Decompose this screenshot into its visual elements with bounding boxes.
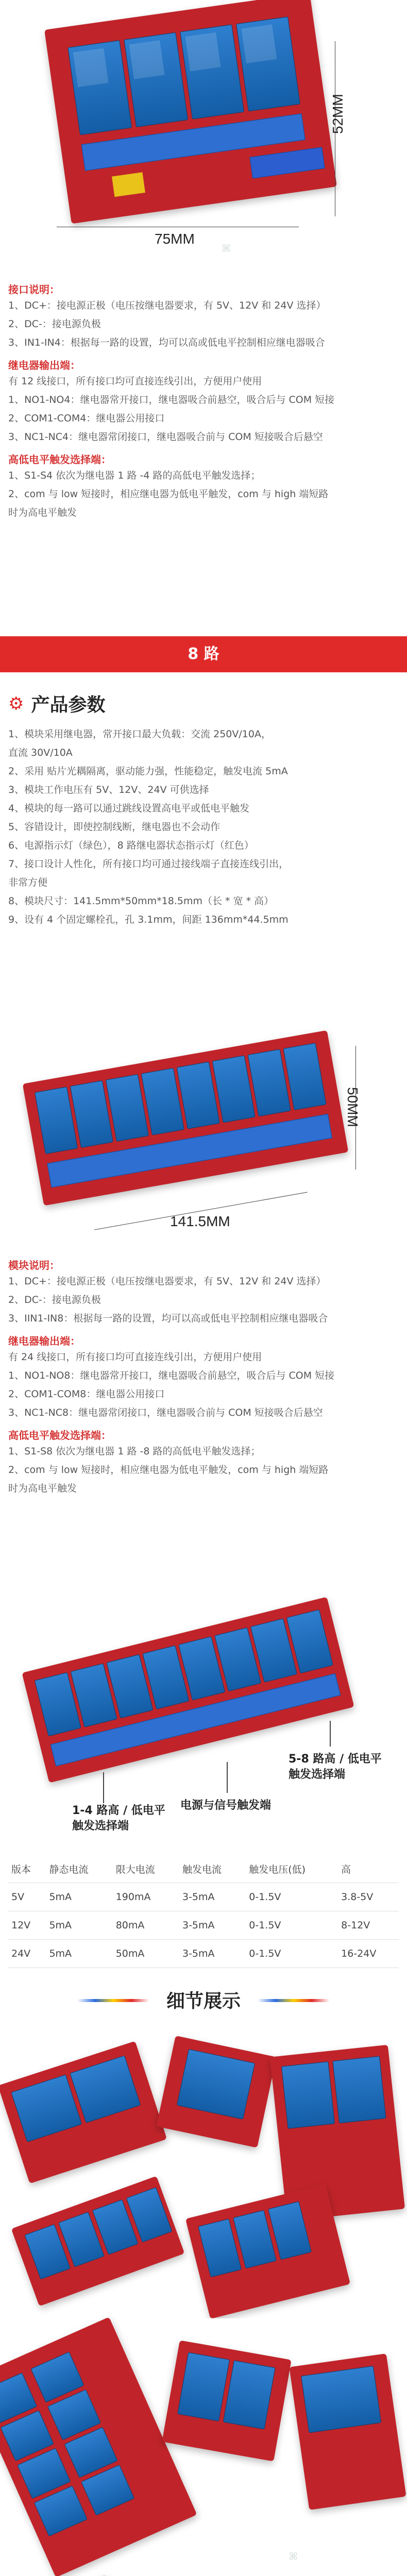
table-row [8,1940,399,1968]
table-cell: 190mA [113,1883,179,1911]
param-line: 9、设有 4 个固定螺栓孔，孔 3.1mm，间距 136mm*44.5mm [8,914,289,925]
dim-height-4ch: 52MM [330,94,346,134]
output-title-4ch: 继电器输出端： [8,359,80,371]
text-line: 1、DC+：接电源正极（电压按继电器要求，有 5V、12V 和 24V 选择） [8,1276,326,1287]
table-cell: 50mA [113,1940,179,1968]
text-line: 2、COM1-COM8：继电器公用接口 [8,1388,165,1400]
trigger-title-8ch: 高低电平触发选择端： [8,1429,111,1442]
table-header: 高 [338,1855,399,1883]
params-section [0,680,407,1020]
detail-photo-2: ⌘ [0,2318,407,2576]
spec-table-section [0,1855,407,1973]
dim-width-4ch: 75MM [155,231,195,247]
text-line: 2、DC-：接电源负极 [8,318,101,330]
text-line: 1、S1-S8 依次为继电器 1 路 -8 路的高低电平触发选择； [8,1446,261,1457]
param-line: 5、容错设计，即使控制线断，继电器也不会动作 [8,821,221,833]
param-line: 4、模块的每一路可以通过跳线设置高电平或低电平触发 [8,803,250,814]
table-cell: 0-1.5V [246,1911,338,1940]
callout-right: 5-8 路高 / 低电平 触发选择端 [289,1753,382,1781]
param-line: 2、采用 贴片光耦隔离，驱动能力强，性能稳定，触发电流 5mA [8,766,288,777]
table-header: 版本 [8,1855,46,1883]
text-line: 2、COM1-COM4：继电器公用接口 [8,413,165,424]
param-line: 8、模块尺寸：141.5mm*50mm*18.5mm（长 * 宽 * 高） [8,895,274,907]
text-line: 1、S1-S4 依次为继电器 1 路 -4 路的高低电平触发选择； [8,470,261,481]
photo-8ch-dimensions [0,1025,407,1252]
text-line: 3、NC1-NC8：继电器常闭接口，继电器吸合前与 COM 短接吸合后悬空 [8,1407,323,1418]
table-cell: 16-24V [338,1940,399,1968]
table-cell: 24V [8,1940,46,1968]
table-header: 静态电流 [46,1855,112,1883]
text-line: 3、IN1-IN4：根据每一路的设置，均可以高或低电平控制相应继电器吸合 [8,337,325,348]
table-cell: 12V [8,1911,46,1940]
text-line: 3、IIN1-IN8：根据每一路的设置，均可以高或低电平控制相应继电器吸合 [8,1313,328,1324]
table-cell: 0-1.5V [246,1883,338,1911]
detail-photo-1 [0,2030,407,2318]
table-header: 触发电压(低) [246,1855,338,1883]
table-cell: 3.8-5V [338,1883,399,1911]
param-line: 直流 30V/10A [8,747,73,758]
param-line: 7、接口设计人性化，所有接口均可通过接线端子直接连线引出， [8,858,289,870]
table-cell: 5V [8,1883,46,1911]
text-line: 有 24 线接口，所有接口均可直接连线引出，方便用户使用 [8,1351,262,1363]
param-line: 1、模块采用继电器，常开接口最大负载：交流 250V/10A， [8,728,271,740]
description-4ch [0,278,407,629]
text-line: 3、NC1-NC4：继电器常闭接口，继电器吸合前与 COM 短接吸合后悬空 [8,431,323,443]
text-line: 时为高电平触发 [8,1483,77,1494]
param-line: 3、模块工作电压有 5V、12V、24V 可供选择 [8,784,209,795]
table-cell: 3-5mA [179,1911,246,1940]
text-line: 1、NO1-NO4：继电器常开接口，继电器吸合前悬空，吸合后与 COM 短接 [8,394,335,405]
text-line: 时为高电平触发 [8,507,77,518]
relay-board-4ch [44,0,337,224]
text-line: 1、DC+：接电源正极（电压按继电器要求，有 5V、12V 和 24V 选择） [8,300,326,311]
text-line: 2、com 与 low 短接时，相应继电器为低电平触发，com 与 high 端短路 [8,488,329,500]
table-header-row [8,1855,399,1883]
table-cell: 3-5mA [179,1940,246,1968]
table-cell: 8-12V [338,1911,399,1940]
text-line: 有 12 线接口，所有接口均可直接连线引出，方便用户使用 [8,376,262,387]
dim-height-8ch: 50MM [345,1087,361,1127]
table-cell: 5mA [46,1940,112,1968]
interface-title-4ch: 接口说明： [8,283,60,296]
text-line: 2、DC-：接电源负极 [8,1294,101,1306]
table-cell: 5mA [46,1911,112,1940]
table-header: 限大电流 [113,1855,179,1883]
table-cell: 0-1.5V [246,1940,338,1968]
relay-board-8ch [23,1030,349,1206]
detail-title-section [0,1978,407,2025]
param-line: 6、电源指示灯（绿色），8 路继电器状态指示灯（红色） [8,840,254,851]
table-row [8,1883,399,1911]
description-8ch [0,1257,407,1597]
table-cell: 3-5mA [179,1883,246,1911]
table-row [8,1911,399,1940]
band-8ch [0,636,407,672]
gear-icon: ⚙ [8,693,24,714]
callout-mid: 电源与信号触发端 [180,1799,272,1812]
trigger-title-4ch: 高低电平触发选择端： [8,453,111,466]
interface-title-8ch: 模块说明： [8,1259,60,1272]
param-line: 非常方便 [8,877,48,888]
detail-title: 细节展示 [166,1991,241,2012]
spec-table [8,1855,399,1968]
text-line: 2、com 与 low 短接时，相应继电器为低电平触发，com 与 high 端短路 [8,1464,329,1476]
params-title: 产品参数 [31,694,106,716]
text-line: 1、NO1-NO8：继电器常开接口，继电器吸合前悬空，吸合后与 COM 短接 [8,1370,335,1381]
table-cell: 80mA [113,1911,179,1940]
output-title-8ch: 继电器输出端： [8,1335,80,1347]
band-title: 8 路 [188,645,219,663]
hero-photo-4ch: 75MM 52MM ⌘ [0,0,407,268]
table-header: 触发电流 [179,1855,246,1883]
photo-8ch-callouts [0,1607,407,1855]
dim-width-8ch: 141.5MM [170,1213,230,1229]
callout-left: 1-4 路高 / 低电平 触发选择端 [72,1804,165,1833]
table-cell: 5mA [46,1883,112,1911]
